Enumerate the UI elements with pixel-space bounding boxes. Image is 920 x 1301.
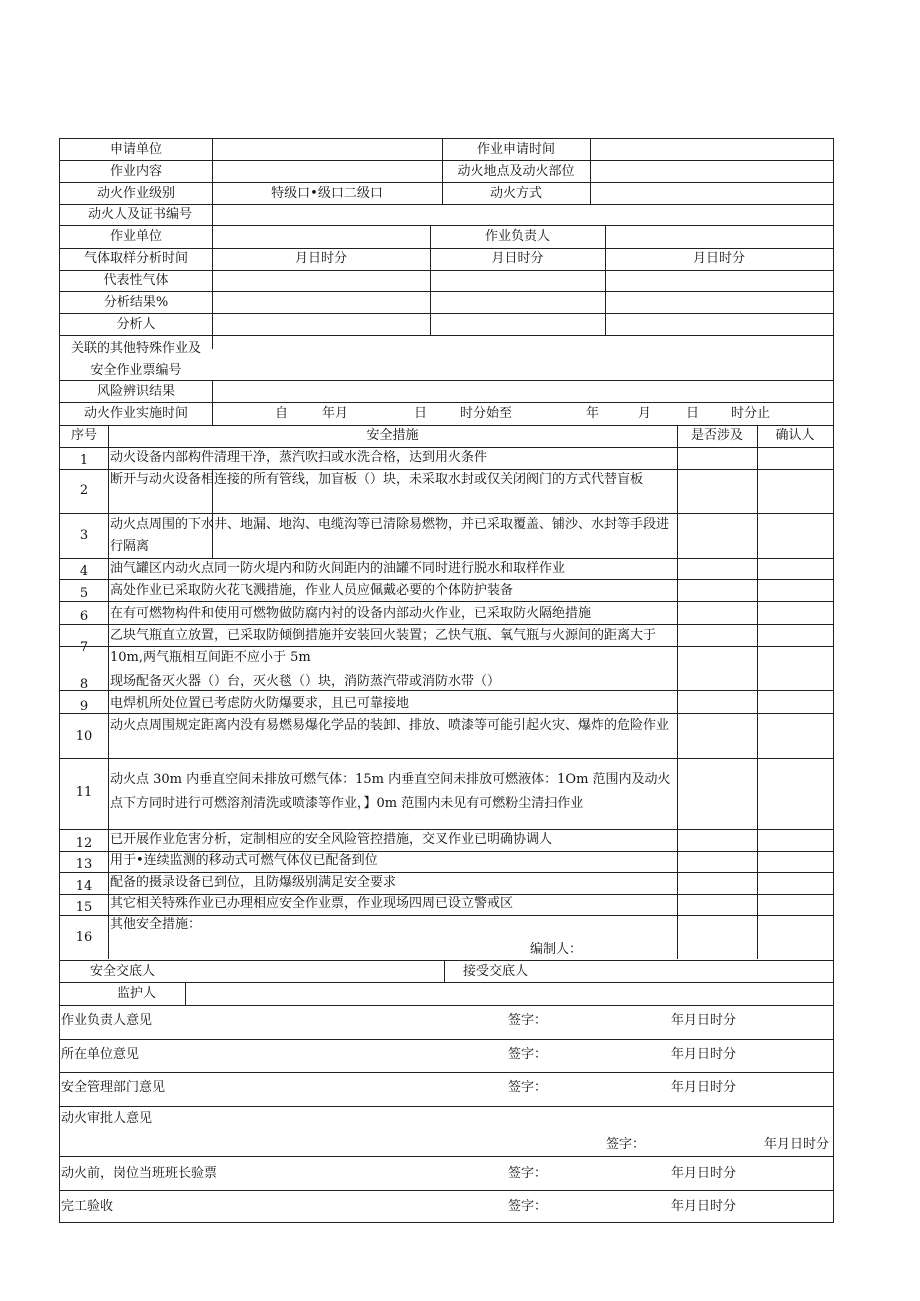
signature-label: 签字： bbox=[508, 1047, 548, 1062]
person-cert-label: 动火人及证书编号 bbox=[87, 207, 192, 222]
handover-label: 安全交底人 bbox=[90, 964, 156, 979]
measure-no: 11 bbox=[75, 785, 93, 800]
measure-text: 高处作业已采取防火花飞溅措施，作业人员应佩戴必要的个体防护装备 bbox=[110, 583, 514, 598]
measure-no: 14 bbox=[75, 879, 93, 894]
level-options[interactable]: 特级口•级口二级口 bbox=[271, 186, 383, 201]
hot-work-permit-form bbox=[59, 138, 834, 1223]
impl-time-from: 自 bbox=[275, 406, 289, 421]
measure-text: 用于•连续监测的移动式可燃气体仪已配备到位 bbox=[110, 853, 378, 868]
apply-unit-label: 申请单位 bbox=[109, 142, 162, 157]
unit-opinion-label: 所在单位意见 bbox=[61, 1047, 140, 1062]
row-line bbox=[60, 380, 833, 381]
row-line bbox=[60, 915, 833, 916]
signature-label: 签字： bbox=[508, 1199, 548, 1214]
row-line bbox=[60, 579, 833, 580]
method-label: 动火方式 bbox=[489, 186, 542, 201]
measure-no: 12 bbox=[75, 836, 93, 851]
gas-time-2: 月日时分 bbox=[491, 251, 544, 266]
work-content-label: 作业内容 bbox=[109, 164, 162, 179]
measure-no: 7 bbox=[79, 640, 89, 655]
measure-text: 配备的摄录设备已到位，且防爆级别满足安全要求 bbox=[110, 875, 397, 890]
measure-text: 动火点 30m 内垂直空间未排放可燃气体：15m 内垂直空间未排放可燃液体：1Om 范围内及动火点下方同时进行可燃溶剂清洗或喷漆等作业，】0m 范围内未见有可燃粉尘清扫作业 bbox=[110, 772, 671, 811]
row-line bbox=[60, 601, 833, 602]
row-line bbox=[60, 1156, 833, 1157]
measure-text: 其他安全措施： bbox=[110, 917, 202, 932]
row-line bbox=[60, 225, 833, 226]
row-line bbox=[60, 248, 833, 249]
row-line bbox=[60, 1072, 833, 1073]
pre-check-label: 动火前，岗位当班班长验票 bbox=[61, 1166, 218, 1181]
work-leader-label: 作业负责人 bbox=[484, 229, 550, 244]
col-confirm-header: 确认人 bbox=[775, 428, 815, 443]
row-line bbox=[60, 402, 833, 403]
row-line bbox=[60, 1190, 833, 1191]
row-line bbox=[60, 872, 833, 873]
risk-label: 风险辨识结果 bbox=[96, 384, 175, 399]
impl-time-start: 时分始至 bbox=[460, 406, 513, 421]
row-line bbox=[60, 335, 833, 336]
row-line bbox=[60, 425, 833, 426]
row-line bbox=[60, 1106, 833, 1107]
measure-text: 乙块气瓶直立放置，已采取防倾倒措施并安装回火装置；乙快气瓶、氧气瓶与火源间的距离大于 10m,两气瓶相互间距不应小于 5m bbox=[110, 628, 657, 665]
gas-time-label: 气体取样分析时间 bbox=[83, 251, 188, 266]
work-unit-label: 作业单位 bbox=[109, 229, 162, 244]
col-measure-header: 安全措施 bbox=[366, 428, 419, 443]
date-label: 年月日时分 bbox=[671, 1013, 737, 1028]
col-line bbox=[590, 139, 591, 204]
completion-label: 完工验收 bbox=[61, 1199, 114, 1214]
level-label: 动火作业级别 bbox=[96, 186, 175, 201]
signature-label: 签字： bbox=[508, 1013, 548, 1028]
row-line bbox=[60, 291, 833, 292]
measure-no: 9 bbox=[79, 699, 89, 714]
col-line bbox=[185, 982, 186, 1005]
col-line bbox=[212, 380, 213, 425]
apply-time-label: 作业申请时间 bbox=[476, 142, 555, 157]
gas-time-3: 月日时分 bbox=[692, 251, 745, 266]
signature-label: 签字： bbox=[508, 1080, 548, 1095]
impl-time-label: 动火作业实施时间 bbox=[83, 406, 188, 421]
row-line bbox=[60, 1005, 833, 1006]
impl-time-day-2: 日 bbox=[686, 406, 700, 421]
row-line bbox=[60, 447, 833, 448]
signature-label: 签字： bbox=[606, 1137, 646, 1152]
result-label: 分析结果% bbox=[103, 295, 169, 310]
measure-text: 电焊机所处位置已考虑防火防爆要求，且已可靠接地 bbox=[110, 696, 410, 711]
col-line bbox=[444, 960, 445, 982]
measure-no: 4 bbox=[79, 564, 89, 579]
date-label: 年月日时分 bbox=[671, 1166, 737, 1181]
measure-no: 16 bbox=[75, 930, 93, 945]
measure-no: 1 bbox=[79, 453, 89, 468]
measure-no: 15 bbox=[75, 900, 93, 915]
row-line bbox=[60, 829, 833, 830]
measure-no: 8 bbox=[79, 677, 89, 692]
measure-no: 6 bbox=[79, 609, 89, 624]
row-line bbox=[60, 182, 833, 183]
measure-no: 3 bbox=[79, 528, 89, 543]
compiler-label: 编制人： bbox=[530, 942, 583, 957]
measure-text: 现场配备灭火器（）台，灭火毯（）块，消防蒸汽带或消防水带（） bbox=[110, 674, 501, 689]
measure-text: 其它相关特殊作业已办理相应安全作业票，作业现场四周已设立警戒区 bbox=[110, 896, 514, 911]
measure-no: 5 bbox=[79, 586, 89, 601]
impl-time-year-month: 年月 bbox=[322, 406, 349, 421]
location-label: 动火地点及动火部位 bbox=[457, 164, 575, 179]
impl-time-month: 月 bbox=[638, 406, 652, 421]
row-line bbox=[60, 313, 833, 314]
gas-time-1: 月日时分 bbox=[294, 251, 347, 266]
col-line bbox=[757, 425, 758, 959]
row-line bbox=[60, 270, 833, 271]
measure-no: 2 bbox=[79, 483, 89, 498]
measure-text: 动火设备内部构件清理干净，蒸汽吹扫或水洗合格，达到用火条件 bbox=[110, 450, 488, 465]
related-label-line2: 安全作业票编号 bbox=[90, 363, 182, 378]
measure-text: 断开与动火设备相连接的所有管线，加盲板（）块，未采取水封或仅关闭阀门的方式代替盲板 bbox=[110, 472, 644, 487]
row-line bbox=[60, 982, 833, 983]
measure-text: 动火点周围规定距离内没有易燃易爆化学品的装卸、排放、喷漆等可能引起火灾、爆炸的危险作业 bbox=[110, 718, 670, 733]
row-line bbox=[60, 1039, 833, 1040]
receiver-label: 接受交底人 bbox=[463, 964, 529, 979]
row-line bbox=[60, 851, 833, 852]
approver-opinion-label: 动火审批人意见 bbox=[61, 1111, 153, 1126]
row-line bbox=[60, 758, 833, 759]
row-line bbox=[60, 204, 833, 205]
measure-no: 10 bbox=[75, 729, 93, 744]
date-label: 年月日时分 bbox=[764, 1137, 830, 1152]
col-no-header: 序号 bbox=[70, 428, 97, 443]
impl-time-day: 日 bbox=[414, 406, 428, 421]
related-label-line1: 关联的其他特殊作业及 bbox=[70, 341, 201, 356]
guardian-label: 监护人 bbox=[117, 986, 157, 1001]
row-line bbox=[60, 160, 833, 161]
gas-label: 代表性气体 bbox=[103, 273, 169, 288]
date-label: 年月日时分 bbox=[671, 1199, 737, 1214]
date-label: 年月日时分 bbox=[671, 1047, 737, 1062]
impl-time-year: 年 bbox=[586, 406, 600, 421]
measure-text: 油气罐区内动火点同一防火堤内和防火间距内的油罐不同时进行脱水和取样作业 bbox=[110, 561, 566, 576]
measure-text: 动火点周围的下水井、地漏、地沟、电缆沟等已清除易燃物，并已采取覆盖、铺沙、水封等手段进行隔离 bbox=[110, 517, 670, 554]
col-line bbox=[108, 425, 109, 959]
measure-text: 在有可燃物构件和使用可燃物做防腐内衬的设备内部动火作业，已采取防火隔绝措施 bbox=[110, 606, 592, 621]
signature-label: 签字： bbox=[508, 1166, 548, 1181]
row-line bbox=[60, 713, 833, 714]
row-line bbox=[60, 690, 833, 691]
col-line bbox=[605, 225, 606, 335]
row-line bbox=[60, 894, 833, 895]
impl-time-end: 时分止 bbox=[731, 406, 771, 421]
col-involved-header: 是否涉及 bbox=[690, 428, 743, 443]
col-line bbox=[677, 425, 678, 959]
safety-opinion-label: 安全管理部门意见 bbox=[61, 1080, 166, 1095]
row-line bbox=[60, 960, 833, 961]
measure-no: 13 bbox=[75, 857, 93, 872]
measure-text: 已开展作业危害分析，定制相应的安全风险管控措施，交叉作业已明确协调人 bbox=[110, 832, 553, 847]
date-label: 年月日时分 bbox=[671, 1080, 737, 1095]
leader-opinion-label: 作业负责人意见 bbox=[61, 1013, 153, 1028]
row-line bbox=[60, 558, 833, 559]
analyst-label: 分析人 bbox=[116, 317, 156, 332]
